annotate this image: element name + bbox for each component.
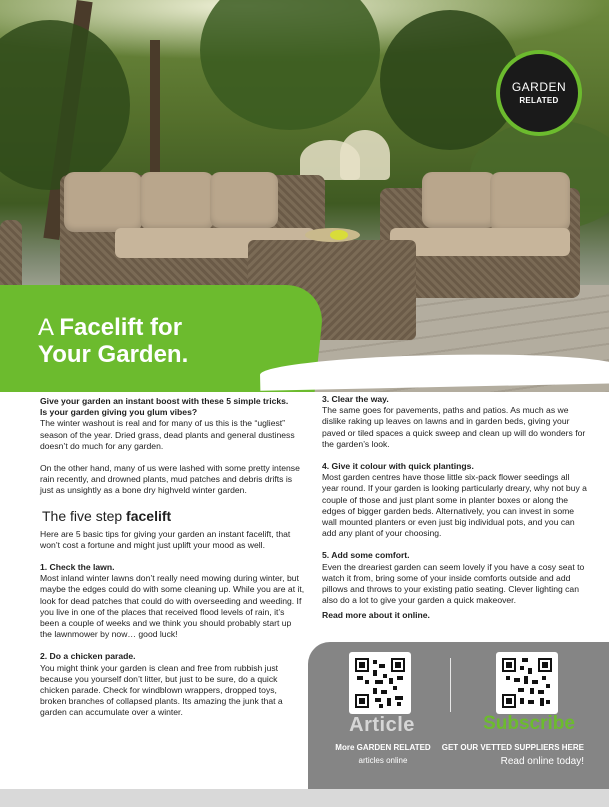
subscribe-title[interactable]: Subscribe <box>483 713 575 734</box>
sofa-cushion <box>210 172 278 228</box>
section-title <box>42 508 305 525</box>
fruit-bowl <box>330 230 348 240</box>
badge-line2: RELATED <box>519 96 559 105</box>
right-column <box>322 394 587 633</box>
tree-foliage <box>200 0 380 130</box>
tip5-title: 5. Add some comfort. <box>322 550 410 561</box>
subscribe-cta: Read online today! <box>500 756 584 767</box>
section-title-bold: facelift <box>126 507 172 524</box>
tip1-body: Most inland winter lawns don’t really need mowing during winter, but maybe the edges could do with some cleaning up. While you are at it, look for dead patches that could do with overseeding and weeding. If you live in one of the places that received flood levels of rain, it’s been a couple of weeks and we think you should probably start up the lawnmower by now… good luck! <box>40 573 305 640</box>
section-title-prefix: The five step <box>42 507 127 524</box>
tip5-body: Even the dreariest garden can seem lovely if you have a cosy seat to watch it from, bring some of your inside comforts outside and add pillows and throws to your existing patio seating. Clever lighting can also do a lot to give your garden a quick makeover. <box>322 561 585 606</box>
tip3-body: The same goes for pavements, paths and patios. As much as we dislike raking up leaves on lawns and in garden beds, giving your paved or tiled spaces a quick sweep and clean up will do wonders for the garden’s look. <box>322 405 586 449</box>
qr-code-icon[interactable] <box>349 652 411 714</box>
qr-code-icon[interactable] <box>496 652 558 714</box>
page-headline <box>38 314 188 368</box>
headline-prefix: A <box>38 314 60 341</box>
sofa-seat <box>390 228 570 256</box>
left-column <box>40 396 305 730</box>
read-more-link[interactable]: Read more about it online. <box>322 610 430 621</box>
hero-image <box>0 0 609 392</box>
tip4-title: 4. Give it colour with quick plantings. <box>322 461 474 472</box>
tip2-title: 2. Do a chicken parade. <box>40 651 136 662</box>
sofa-cushion <box>422 172 496 228</box>
category-badge <box>496 50 582 136</box>
tip4-body: Most garden centres have those little six-pack flower seedings all year round. If your garden is looking particularly dreary, why not buy a couple of those and just plant some in planter boxes or along the edges of bigger garden beds. Alternatively, you can invest in some wall mounted planters or even just big individual pots, and you can add any plant of your choosing. <box>322 472 587 539</box>
qr-code-icon <box>355 658 405 708</box>
tip3-title: 3. Clear the way. <box>322 394 389 404</box>
lead-sentence: Give your garden an instant boost with these 5 simple tricks. <box>40 396 289 406</box>
article-title[interactable]: Article <box>349 714 415 736</box>
headline-line2: Your Garden. <box>38 341 189 368</box>
second-paragraph: On the other hand, many of us were lashed with some pretty intense rain recently, and drowned plants, mud patches and debris drifts is just as unsightly as a bone dry highveld winter garden. <box>40 463 300 496</box>
ornamental-grass <box>340 130 390 180</box>
section-intro: Here are 5 basic tips for giving your garden an instant facelift, that won’t cost a fortune and might just uplift your mood as well. <box>40 528 291 550</box>
lead-question: Is your garden giving you glum vibes? <box>40 407 198 418</box>
footer-strip <box>0 789 609 807</box>
sofa-cushion <box>140 172 214 230</box>
tip1-title: 1. Check the lawn. <box>40 562 115 573</box>
tip2-body: You might think your garden is clean and free from rubbish just because you yourself don’t litter, but just to be sure, do a quick chicken parade. Check for windblown wrappers, dropped toys, broken branches of collapsed plants. Its amazing the junk that a garden can accumulate over a winter. <box>40 662 283 718</box>
sofa-cushion <box>490 172 570 232</box>
sofa-cushion <box>64 172 142 232</box>
badge-line1: GARDEN <box>511 80 567 94</box>
promo-divider <box>450 658 451 712</box>
article-subtitle: More GARDEN RELATED <box>335 743 431 752</box>
qr-code-icon <box>502 658 552 708</box>
headline-bold: Facelift for <box>59 314 183 341</box>
subscribe-subtitle: GET OUR VETTED SUPPLIERS HERE <box>441 743 584 752</box>
intro-paragraph: The winter washout is real and for many of us this is the “ugliest” season of the year. Dried grass, dead plants and general dustiness doesn’t do much for any garden. <box>40 418 295 451</box>
article-subtitle-2: articles online <box>358 756 408 765</box>
